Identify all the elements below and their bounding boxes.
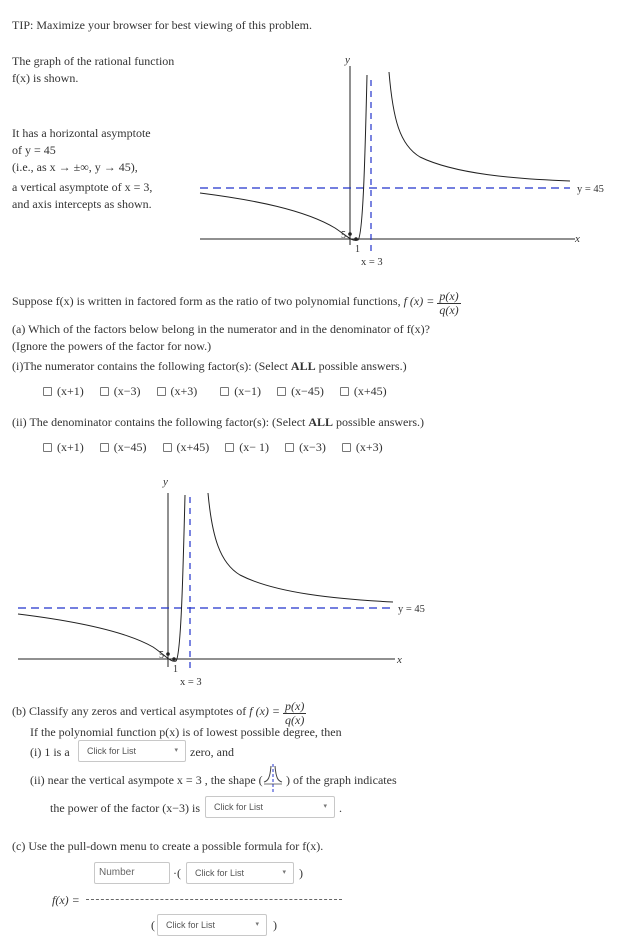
checkbox[interactable] (285, 443, 294, 452)
y-intercept-point (348, 232, 352, 236)
intro-line-1: The graph of the rational function (12, 54, 175, 68)
checkbox[interactable] (43, 443, 52, 452)
y-intercept-point (166, 652, 170, 656)
part-b-i-suffix: zero, and (190, 745, 234, 759)
x-intercept-point (172, 657, 176, 661)
denominator-option[interactable]: (x−45) (100, 440, 147, 455)
vertical-asymptote-label: x = 3 (180, 677, 202, 688)
checkbox[interactable] (225, 443, 234, 452)
fraction-denominator: q(x) (439, 303, 459, 317)
numerator-option[interactable]: (x−45) (277, 384, 324, 399)
fraction-numerator: p(x) (439, 289, 459, 303)
part-c-question: (c) Use the pull-down menu to create a possible formula for f(x). (12, 839, 324, 853)
numerator-option[interactable]: (x+3) (157, 384, 198, 399)
numerator-question: (i)The numerator contains the following factor(s): (Select ALL possible answers.) (12, 359, 407, 373)
part-b-ii-suffix: ) of the graph indicates (286, 773, 397, 787)
coefficient-input[interactable]: Number (94, 862, 170, 884)
checkbox[interactable] (157, 387, 166, 396)
denominator-open-paren: ( (151, 918, 155, 932)
part-b-condition: If the polynomial function p(x) is of lowest possible degree, then (30, 725, 342, 739)
asymptote-text-3: (i.e., as x → ±∞, y → 45), (12, 160, 138, 174)
chevron-down-icon: ▾ (323, 803, 327, 810)
fx-label: f(x) = (52, 893, 80, 907)
checkbox[interactable] (342, 443, 351, 452)
numerator-option[interactable]: (x−1) (220, 384, 261, 399)
denominator-option[interactable]: (x−3) (285, 440, 326, 455)
numerator-option[interactable]: (x+1) (43, 384, 84, 399)
x-intercept-point (354, 237, 358, 241)
part-a-note: (Ignore the powers of the factor for now.) (12, 339, 212, 353)
period: . (339, 801, 342, 815)
asymptote-text-2: of y = 45 (12, 143, 56, 157)
suppose-fx: f (x) = (403, 294, 435, 308)
numerator-option[interactable]: (x−3) (100, 384, 141, 399)
y-axis-label: y (163, 476, 168, 488)
y-intercept-label: 5 (341, 230, 346, 241)
checkbox[interactable] (100, 387, 109, 396)
x-axis-label: x (397, 654, 402, 666)
chevron-down-icon: ▾ (174, 747, 178, 754)
part-b-ii-prefix: (ii) near the vertical asympote x = 3 , the shape ( (30, 773, 263, 787)
part-b-ii-line2: the power of the factor (x−3) is (50, 801, 201, 815)
part-b-question: (b) Classify any zeros and vertical asymptotes of f (x) = $\frac{p(x)}{q(x)}$ (12, 699, 305, 727)
multiply-paren: ·( (173, 866, 181, 880)
x-intercept-label: 1 (355, 244, 360, 255)
denominator-close-paren: ) (273, 918, 277, 932)
numerator-close-paren: ) (299, 866, 303, 880)
checkbox[interactable] (43, 387, 52, 396)
asymptote-shape-icon (262, 764, 284, 792)
y-axis-label: y (345, 54, 350, 66)
denominator-question: (ii) The denominator contains the following factor(s): (Select ALL possible answers.) (12, 415, 425, 429)
asymptote-text-4: a vertical asymptote of x = 3, (12, 180, 153, 194)
fraction-bar (86, 899, 342, 900)
curve-left-branch (18, 495, 185, 661)
part-a-question: (a) Which of the factors below belong in the numerator and in the denominator of f(x)? (12, 322, 430, 336)
numerator-factor-select[interactable]: Click for List ▾ (186, 862, 294, 884)
chevron-down-icon: ▾ (282, 869, 286, 876)
intro-line-2: f(x) is shown. (12, 71, 79, 85)
asymptote-text-1: It has a horizontal asymptote (12, 126, 151, 140)
curve-right-branch (389, 72, 570, 181)
x-intercept-label: 1 (173, 664, 178, 675)
denominator-option[interactable]: (x+45) (163, 440, 210, 455)
curve-left-branch (200, 75, 367, 240)
part-b-i-prefix: (i) 1 is a (30, 745, 70, 759)
zero-type-select[interactable]: Click for List ▾ (78, 740, 186, 762)
checkbox[interactable] (100, 443, 109, 452)
part-b-fraction: $\frac{p(x)}{q(x)}$ (285, 699, 305, 727)
curve-right-branch (208, 493, 393, 602)
rational-function-graph-bottom (15, 475, 435, 690)
power-select[interactable]: Click for List ▾ (205, 796, 335, 818)
x-axis-label: x (575, 233, 580, 245)
denominator-option[interactable]: (x− 1) (225, 440, 269, 455)
y-intercept-label: 5 (159, 650, 164, 661)
suppose-line (12, 290, 461, 317)
horizontal-asymptote-label: y = 45 (577, 184, 604, 195)
chevron-down-icon: ▾ (255, 921, 259, 928)
checkbox[interactable] (220, 387, 229, 396)
numerator-options (43, 384, 400, 399)
suppose-fraction (437, 290, 460, 317)
checkbox[interactable] (277, 387, 286, 396)
denominator-option[interactable]: (x+1) (43, 440, 84, 455)
checkbox[interactable] (163, 443, 172, 452)
tip-text: TIP: Maximize your browser for best viewing of this problem. (12, 18, 312, 32)
horizontal-asymptote-label: y = 45 (398, 604, 425, 615)
numerator-option[interactable]: (x+45) (340, 384, 387, 399)
denominator-options (43, 440, 396, 455)
vertical-asymptote-label: x = 3 (361, 257, 383, 268)
denominator-factor-select[interactable]: Click for List ▾ (157, 914, 267, 936)
asymptote-text-5: and axis intercepts as shown. (12, 197, 152, 211)
rational-function-graph-top (195, 50, 615, 275)
checkbox[interactable] (340, 387, 349, 396)
denominator-option[interactable]: (x+3) (342, 440, 383, 455)
suppose-text: Suppose f(x) is written in factored form as the ratio of two polynomial functions, (12, 294, 401, 308)
